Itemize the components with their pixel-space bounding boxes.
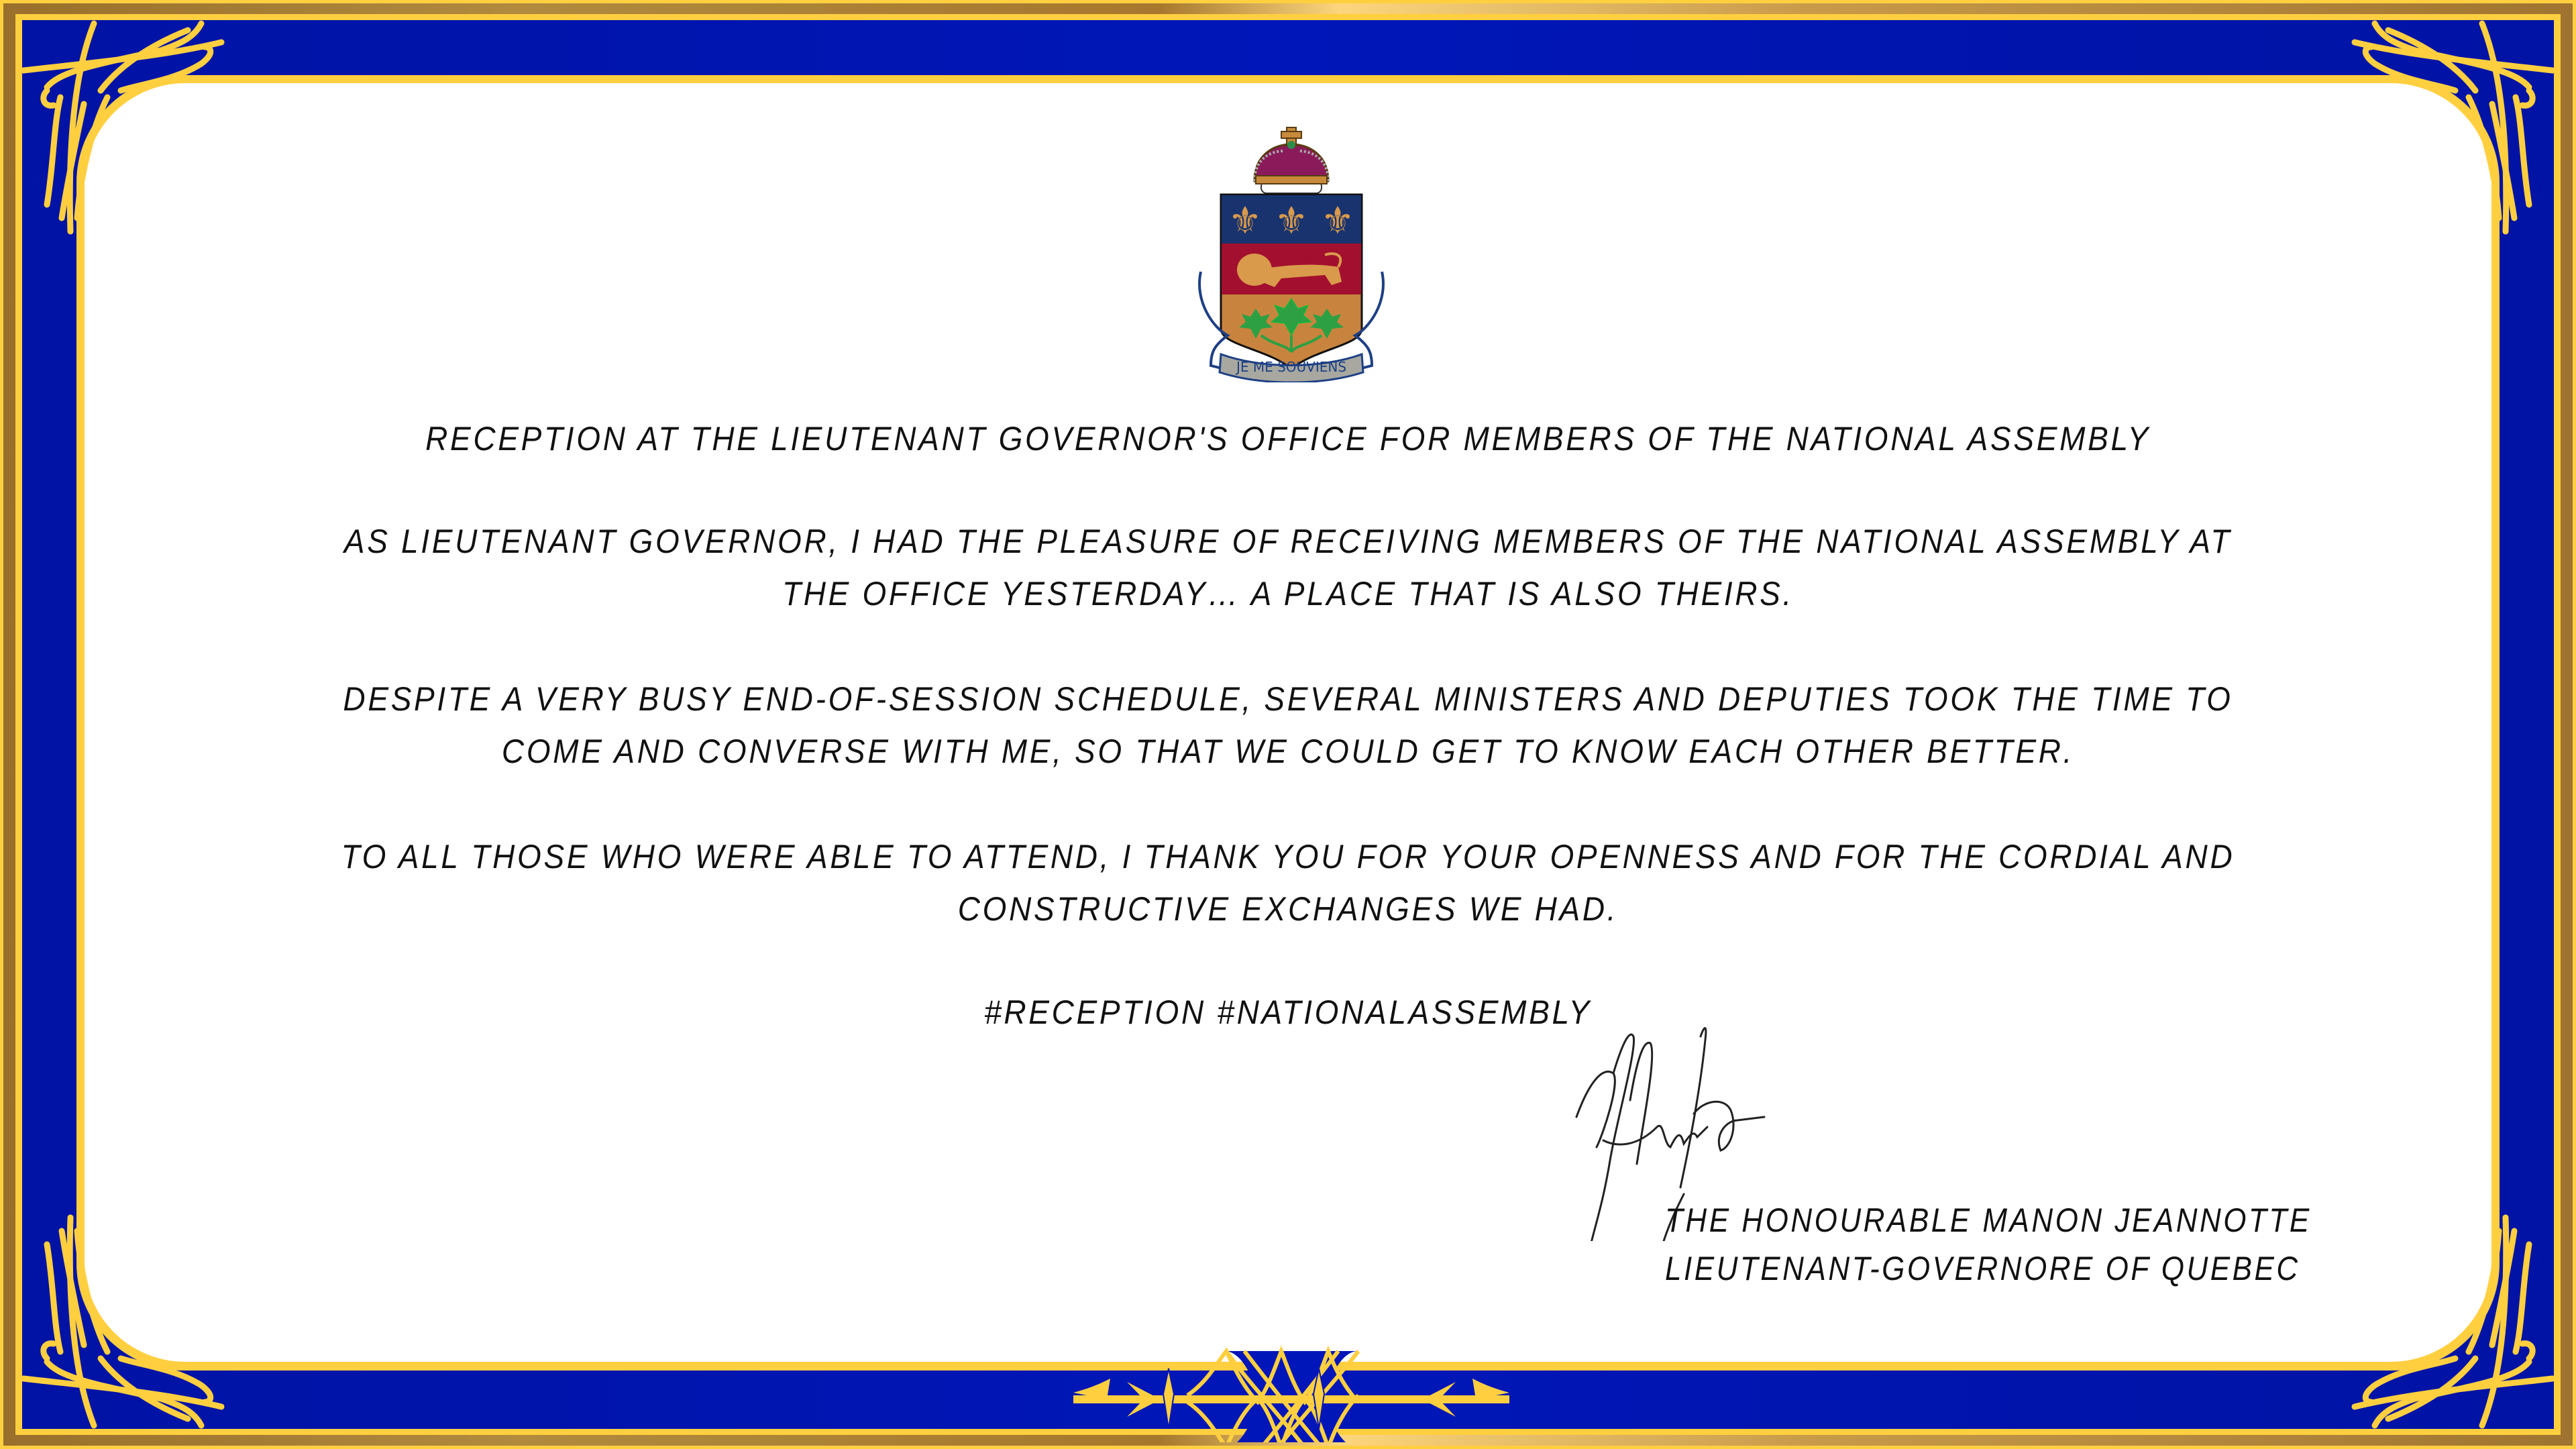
paragraph-3-line-1: TO ALL THOSE WHO WERE ABLE TO ATTEND, I THANK YOU FOR YOUR OPENNESS AND FOR THE CORDIAL AND (341, 838, 2235, 875)
svg-text:⚜: ⚜ (1320, 199, 1355, 243)
quebec-coat-of-arms-icon (1181, 114, 1402, 382)
letter-title: RECEPTION AT THE LIEUTENANT GOVERNOR'S OFFICE FOR MEMBERS OF THE NATIONAL ASSEMBLY (425, 420, 2151, 458)
letter-paragraph-3 (337, 830, 2239, 935)
signatory-title: LIEUTENANT-GOVERNORE OF QUEBEC (1665, 1250, 2300, 1287)
corner-ornament-bottom-left-icon (20, 1211, 241, 1432)
corner-ornament-top-left-icon (20, 17, 241, 238)
paragraph-1-line-1: AS LIEUTENANT GOVERNOR, I HAD THE PLEASURE OF RECEIVING MEMBERS OF THE NATIONAL ASSEMBLY AT (343, 523, 2233, 560)
svg-text:⚜: ⚜ (1274, 199, 1309, 243)
paragraph-3-line-2: CONSTRUCTIVE EXCHANGES WE HAD. (957, 890, 1619, 928)
letter-paragraph-1 (337, 515, 2239, 620)
corner-ornament-bottom-right-icon (2334, 1211, 2556, 1432)
paragraph-2-line-1: DESPITE A VERY BUSY END-OF-SESSION SCHEDULE, SEVERAL MINISTERS AND DEPUTIES TOOK THE TIME TO (343, 680, 2233, 718)
paragraph-1-line-2: THE OFFICE YESTERDAY… A PLACE THAT IS ALSO THEIRS. (782, 575, 1794, 612)
signatory-name: THE HONOURABLE MANON JEANNOTTE (1665, 1201, 2312, 1239)
letter-paragraph-2 (337, 673, 2239, 777)
paragraph-2-line-2: COME AND CONVERSE WITH ME, SO THAT WE COULD GET TO KNOW EACH OTHER BETTER. (501, 733, 2075, 770)
svg-text:⚜: ⚜ (1228, 199, 1263, 243)
crest-motto: JE ME SOUVIENS (1236, 359, 1347, 375)
bottom-center-ornament-icon (1073, 1308, 1509, 1442)
hashtags: #RECEPTION #NATIONALASSEMBLY (984, 994, 1592, 1031)
corner-ornament-top-right-icon (2334, 17, 2556, 238)
